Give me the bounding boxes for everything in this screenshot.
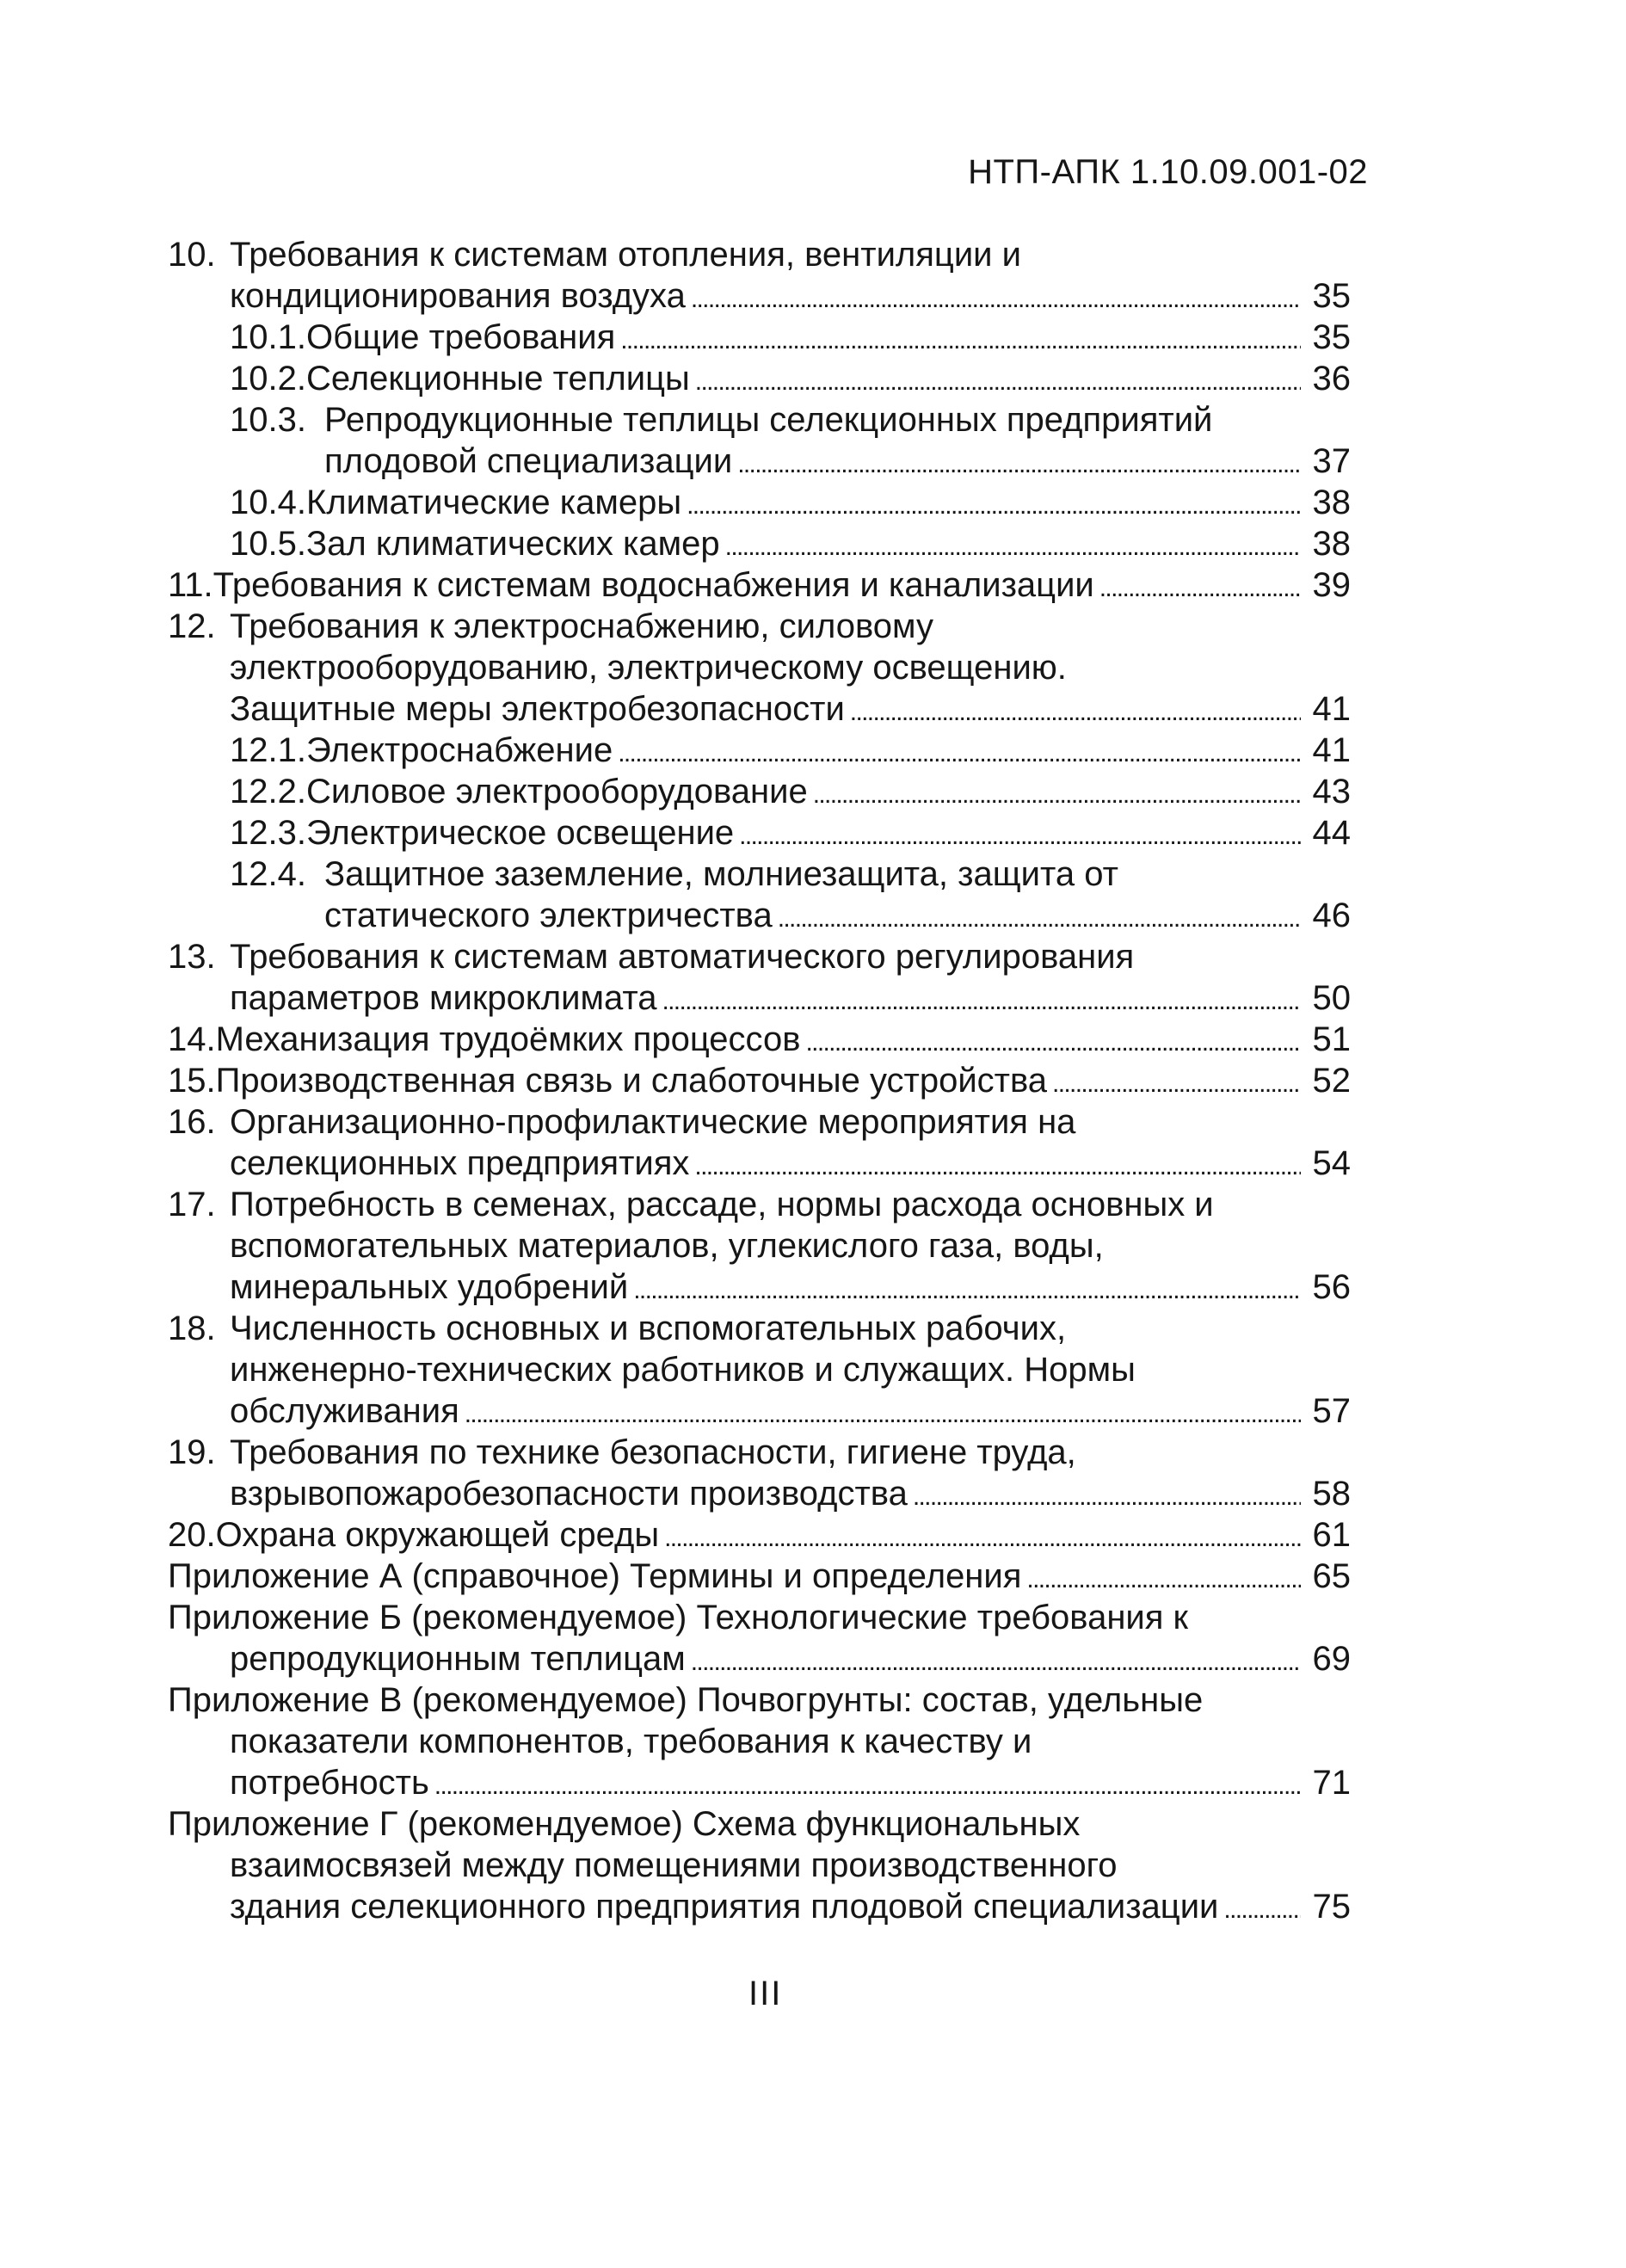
leader-dots	[694, 1149, 1301, 1184]
toc-entry-appendix-g[interactable]	[168, 1803, 1351, 1927]
toc-entry-title: репродукционным теплицам	[230, 1640, 686, 1678]
toc-page-number: 61	[1312, 1516, 1351, 1554]
toc-entry-12-2[interactable]	[168, 771, 1351, 812]
toc-entry-title: кондиционирования воздуха	[230, 277, 686, 315]
toc-entry-title: селекционных предприятиях	[230, 1144, 690, 1182]
leader-dots	[737, 447, 1301, 482]
leader-dots	[662, 984, 1301, 1019]
toc-entry-10-4[interactable]	[168, 482, 1351, 523]
toc-page-number: 69	[1312, 1640, 1351, 1678]
leader-dots	[465, 1397, 1301, 1432]
toc-entry-20[interactable]	[168, 1514, 1351, 1556]
toc-entry-11[interactable]	[168, 564, 1351, 606]
toc-entry-number: 14.	[168, 1020, 216, 1058]
toc-entry-title: Численность основных и вспомогательных рабочих,	[230, 1310, 1067, 1347]
toc-entry-number: 17.	[168, 1186, 216, 1223]
toc-entry-number: 16.	[168, 1103, 216, 1141]
toc-page-number: 75	[1312, 1888, 1351, 1926]
toc-entry-title: Потребность в семенах, рассаде, нормы расхода основных и	[230, 1186, 1214, 1223]
toc-entry-title: Требования к электроснабжению, силовому	[230, 607, 933, 645]
toc-entry-title: здания селекционного предприятия плодовой специализации	[230, 1888, 1219, 1926]
table-of-contents	[168, 234, 1351, 1927]
toc-entry-appendix-a[interactable]	[168, 1556, 1351, 1597]
toc-entry-title: Организационно-профилактические мероприятия на	[230, 1103, 1076, 1141]
toc-entry-10-1[interactable]	[168, 317, 1351, 358]
toc-entry-10[interactable]	[168, 234, 1351, 317]
toc-page-number: 54	[1312, 1144, 1351, 1182]
toc-entry-title: Требования к системам автоматического регулирования	[230, 938, 1135, 976]
toc-page-number: 56	[1312, 1268, 1351, 1306]
toc-entry-19[interactable]	[168, 1432, 1351, 1514]
toc-entry-title: минеральных удобрений	[230, 1268, 629, 1306]
toc-page-number: 52	[1312, 1062, 1351, 1100]
toc-entry-title: Силовое электрооборудование	[305, 773, 808, 810]
toc-page-number: 41	[1312, 690, 1351, 728]
toc-page-number: 65	[1312, 1557, 1351, 1595]
toc-entry-number: 10.	[168, 236, 216, 274]
toc-entry-number: 10.5.	[230, 525, 306, 563]
toc-page-number: 35	[1312, 318, 1351, 356]
toc-page-number: 57	[1312, 1392, 1351, 1430]
toc-entry-title: Приложение В (рекомендуемое) Почвогрунты: состав, удельные	[168, 1681, 1204, 1719]
toc-entry-title: вспомогательных материалов, углекислого газа, воды,	[230, 1227, 1104, 1265]
toc-entry-number: 12.2.	[230, 773, 306, 810]
leader-dots	[1026, 1562, 1301, 1597]
leader-dots	[725, 530, 1301, 564]
toc-entry-title: Электрическое освещение	[305, 814, 735, 852]
toc-entry-title: взаимосвязей между помещениями производственного	[230, 1846, 1118, 1884]
toc-entry-number: 12.3.	[230, 814, 306, 852]
toc-page-number: 41	[1312, 731, 1351, 769]
leader-dots	[434, 1769, 1301, 1803]
toc-page-number: 37	[1312, 442, 1351, 480]
toc-page-number: 46	[1312, 897, 1351, 934]
toc-entry-title: статического электричества	[324, 897, 773, 934]
leader-dots	[691, 1645, 1301, 1679]
toc-entry-17[interactable]	[168, 1184, 1351, 1308]
toc-entry-10-3[interactable]	[168, 399, 1351, 482]
leader-dots	[691, 282, 1301, 317]
toc-page-number: 35	[1312, 277, 1351, 315]
toc-entry-12-4[interactable]	[168, 854, 1351, 936]
toc-entry-number: 12.1.	[230, 731, 306, 769]
toc-page-number: 36	[1312, 360, 1351, 398]
toc-entry-number: 11.	[168, 566, 213, 604]
toc-entry-title: электрооборудованию, электрическому освещению.	[230, 649, 1067, 687]
toc-entry-title: плодовой специализации	[324, 442, 733, 480]
toc-entry-title: потребность	[230, 1764, 429, 1802]
toc-entry-title: Охрана окружающей среды	[215, 1516, 660, 1554]
toc-entry-number: 10.1.	[230, 318, 306, 356]
toc-page-number: 38	[1312, 525, 1351, 563]
leader-dots	[664, 1521, 1301, 1556]
toc-page-number: 50	[1312, 979, 1351, 1017]
toc-entry-title: обслуживания	[230, 1392, 459, 1430]
leader-dots	[695, 365, 1301, 399]
leader-dots	[1099, 571, 1301, 606]
leader-dots	[620, 324, 1301, 358]
toc-page-number: 51	[1312, 1020, 1351, 1058]
page-number: III	[748, 1975, 783, 2012]
leader-dots	[1223, 1893, 1301, 1927]
toc-entry-title: Производственная связь и слаботочные устройства	[215, 1062, 1048, 1100]
toc-entry-number: 15.	[168, 1062, 216, 1100]
toc-entry-title: Климатические камеры	[305, 484, 682, 521]
toc-entry-12-1[interactable]	[168, 730, 1351, 771]
toc-entry-title: параметров микроклимата	[230, 979, 657, 1017]
toc-page-number: 43	[1312, 773, 1351, 810]
toc-entry-16[interactable]	[168, 1101, 1351, 1184]
leader-dots	[850, 695, 1301, 730]
toc-entry-title: Механизация трудоёмких процессов	[215, 1020, 801, 1058]
toc-entry-number: 18.	[168, 1310, 216, 1347]
toc-entry-15[interactable]	[168, 1060, 1351, 1101]
toc-entry-title: инженерно-технических работников и служащих. Нормы	[230, 1351, 1136, 1389]
leader-dots	[913, 1480, 1301, 1514]
toc-entry-number: 12.4.	[230, 855, 306, 893]
toc-page-number: 58	[1312, 1475, 1351, 1513]
toc-entry-title: Требования к системам отопления, вентиляции и	[230, 236, 1021, 274]
toc-entry-number: 10.2.	[230, 360, 306, 398]
toc-entry-number: 10.4.	[230, 484, 306, 521]
leader-dots	[778, 902, 1301, 936]
leader-dots	[813, 778, 1301, 812]
toc-entry-title: Репродукционные теплицы селекционных предприятий	[324, 401, 1213, 439]
toc-page-number: 39	[1312, 566, 1351, 604]
toc-entry-title: показатели компонентов, требования к качеству и	[230, 1723, 1032, 1760]
toc-entry-title: Приложение А (справочное) Термины и определения	[168, 1557, 1022, 1595]
leader-dots	[1052, 1067, 1301, 1101]
toc-entry-number: 12.	[168, 607, 216, 645]
toc-entry-title: Приложение Б (рекомендуемое) Технологические требования к	[168, 1599, 1189, 1636]
toc-entry-title: Требования по технике безопасности, гигиене труда,	[230, 1433, 1076, 1471]
toc-entry-title: взрывопожаробезопасности производства	[230, 1475, 908, 1513]
toc-entry-appendix-v[interactable]	[168, 1679, 1351, 1803]
toc-entry-10-5[interactable]	[168, 523, 1351, 564]
leader-dots	[633, 1273, 1301, 1308]
toc-page-number: 38	[1312, 484, 1351, 521]
toc-entry-number: 10.3.	[230, 401, 306, 439]
toc-entry-title: Приложение Г (рекомендуемое) Схема функциональных	[168, 1805, 1081, 1843]
toc-entry-13[interactable]	[168, 936, 1351, 1019]
toc-entry-title: Требования к системам водоснабжения и канализации	[212, 566, 1094, 604]
leader-dots	[687, 489, 1301, 523]
toc-entry-number: 13.	[168, 938, 216, 976]
toc-entry-title: Зал климатических камер	[305, 525, 720, 563]
toc-entry-title: Защитное заземление, молниезащита, защита от	[324, 855, 1118, 893]
leader-dots	[618, 736, 1301, 771]
toc-entry-title: Селекционные теплицы	[305, 360, 690, 398]
toc-entry-title: Общие требования	[305, 318, 616, 356]
toc-entry-title: Защитные меры электробезопасности	[230, 690, 845, 728]
toc-entry-10-2[interactable]	[168, 358, 1351, 399]
leader-dots	[805, 1026, 1301, 1060]
document-code: НТП-АПК 1.10.09.001-02	[968, 153, 1368, 191]
toc-entry-12-3[interactable]	[168, 812, 1351, 854]
toc-entry-number: 19.	[168, 1433, 216, 1471]
toc-entry-number: 20.	[168, 1516, 216, 1554]
toc-entry-18[interactable]	[168, 1308, 1351, 1432]
toc-page-number: 44	[1312, 814, 1351, 852]
toc-entry-title: Электроснабжение	[305, 731, 613, 769]
toc-entry-appendix-b[interactable]	[168, 1597, 1351, 1679]
toc-page-number: 71	[1312, 1764, 1351, 1802]
toc-entry-14[interactable]	[168, 1019, 1351, 1060]
toc-entry-12[interactable]	[168, 606, 1351, 730]
leader-dots	[739, 819, 1301, 854]
